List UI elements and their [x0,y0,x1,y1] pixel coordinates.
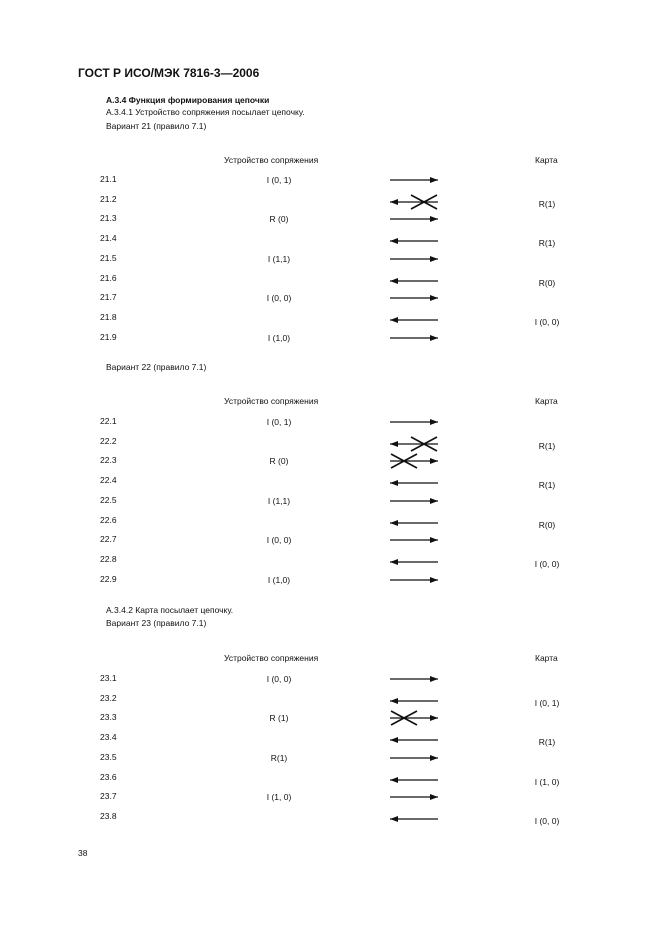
row-number: 23.8 [100,810,117,821]
variant-21-title: Вариант 21 (правило 7.1) [106,121,207,131]
arrow-right-icon [388,453,440,469]
document-header: ГОСТ Р ИСО/МЭК 7816-3—2006 [78,66,260,80]
interface-message: I (0, 0) [266,293,292,304]
row-number: 21.5 [100,252,117,263]
row-number: 23.5 [100,751,117,762]
arrow-left-icon [388,515,440,531]
card-message: R(1) [538,198,556,209]
row-number: 22.4 [100,475,117,486]
interface-message: I (0, 0) [266,535,292,546]
card-message: R(1) [538,440,556,451]
card-message: I (0, 0) [534,815,560,826]
row-number: 23.6 [100,771,117,782]
interface-message: I (1,0) [267,332,291,343]
row-number: 23.7 [100,791,117,802]
arrow-left-icon [388,693,440,709]
row-number: 21.1 [100,174,117,184]
subsection-2-title: А.3.4.2 Карта посылает цепочку. [106,605,234,615]
row-number: 22.2 [100,435,117,446]
arrow-left-icon [388,811,440,827]
interface-message: I (0, 1) [266,175,292,185]
arrow-left-icon [388,273,440,289]
arrow-right-icon [388,290,440,306]
arrow-right-icon [388,532,440,548]
interface-message: I (1, 0) [266,792,292,803]
arrow-right-icon [388,671,440,687]
arrow-right-icon [388,414,440,430]
row-number: 23.2 [100,692,117,703]
interface-message: I (1,1) [267,253,291,264]
interface-message: R (0) [269,456,289,467]
interface-message: R (0) [269,214,289,225]
row-number: 21.6 [100,272,117,283]
variant-23-title: Вариант 23 (правило 7.1) [106,618,207,628]
card-message: R(1) [538,737,556,748]
column-header-card: Карта [535,155,558,165]
row-number: 23.4 [100,732,117,743]
row-number: 22.5 [100,494,117,505]
subsection-1-title: А.3.4.1 Устройство сопряжения посылает цепочку. [106,107,305,117]
card-message: I (1, 0) [534,776,560,787]
card-message: I (0, 1) [534,697,560,708]
arrow-right-icon [388,572,440,588]
column-header-card: Карта [535,396,558,406]
row-number: 21.8 [100,311,117,322]
row-number: 22.8 [100,553,117,564]
row-number: 23.3 [100,712,117,723]
column-header-interface: Устройство сопряжения [224,396,319,406]
arrow-left-icon [388,475,440,491]
row-number: 22.7 [100,534,117,545]
row-number: 22.1 [100,416,117,426]
card-message: I (0, 0) [534,558,560,569]
interface-message: R (1) [269,713,289,724]
arrow-right-icon [388,750,440,766]
row-number: 22.9 [100,573,117,584]
row-number: 23.1 [100,673,117,683]
card-message: I (0, 0) [534,316,560,327]
arrow-right-icon [388,330,440,346]
arrow-left-icon [388,194,440,210]
arrow-right-icon [388,710,440,726]
card-message: R(0) [538,277,556,288]
interface-message: I (0, 1) [266,417,292,427]
arrow-left-icon [388,732,440,748]
card-message: R(0) [538,519,556,530]
row-number: 22.3 [100,455,117,466]
arrow-left-icon [388,233,440,249]
arrow-left-icon [388,772,440,788]
arrow-right-icon [388,789,440,805]
arrow-left-icon [388,554,440,570]
arrow-right-icon [388,493,440,509]
page-number: 38 [78,848,88,858]
interface-message: I (0, 0) [266,674,292,684]
variant-22-title: Вариант 22 (правило 7.1) [106,362,207,372]
section-title: А.3.4 Функция формирования цепочки [106,95,270,105]
card-message: R(1) [538,480,556,491]
arrow-right-icon [388,211,440,227]
arrow-left-icon [388,312,440,328]
row-number: 22.6 [100,514,117,525]
interface-message: I (1,0) [267,574,291,585]
column-header-interface: Устройство сопряжения [224,155,319,165]
row-number: 21.4 [100,233,117,244]
arrow-right-icon [388,251,440,267]
row-number: 21.7 [100,292,117,303]
column-header-interface: Устройство сопряжения [224,653,319,663]
interface-message: I (1,1) [267,495,291,506]
arrow-left-icon [388,436,440,452]
arrow-right-icon [388,172,440,188]
card-message: R(1) [538,238,556,249]
row-number: 21.9 [100,331,117,342]
row-number: 21.3 [100,213,117,224]
column-header-card: Карта [535,653,558,663]
row-number: 21.2 [100,193,117,204]
interface-message: R(1) [270,752,288,763]
